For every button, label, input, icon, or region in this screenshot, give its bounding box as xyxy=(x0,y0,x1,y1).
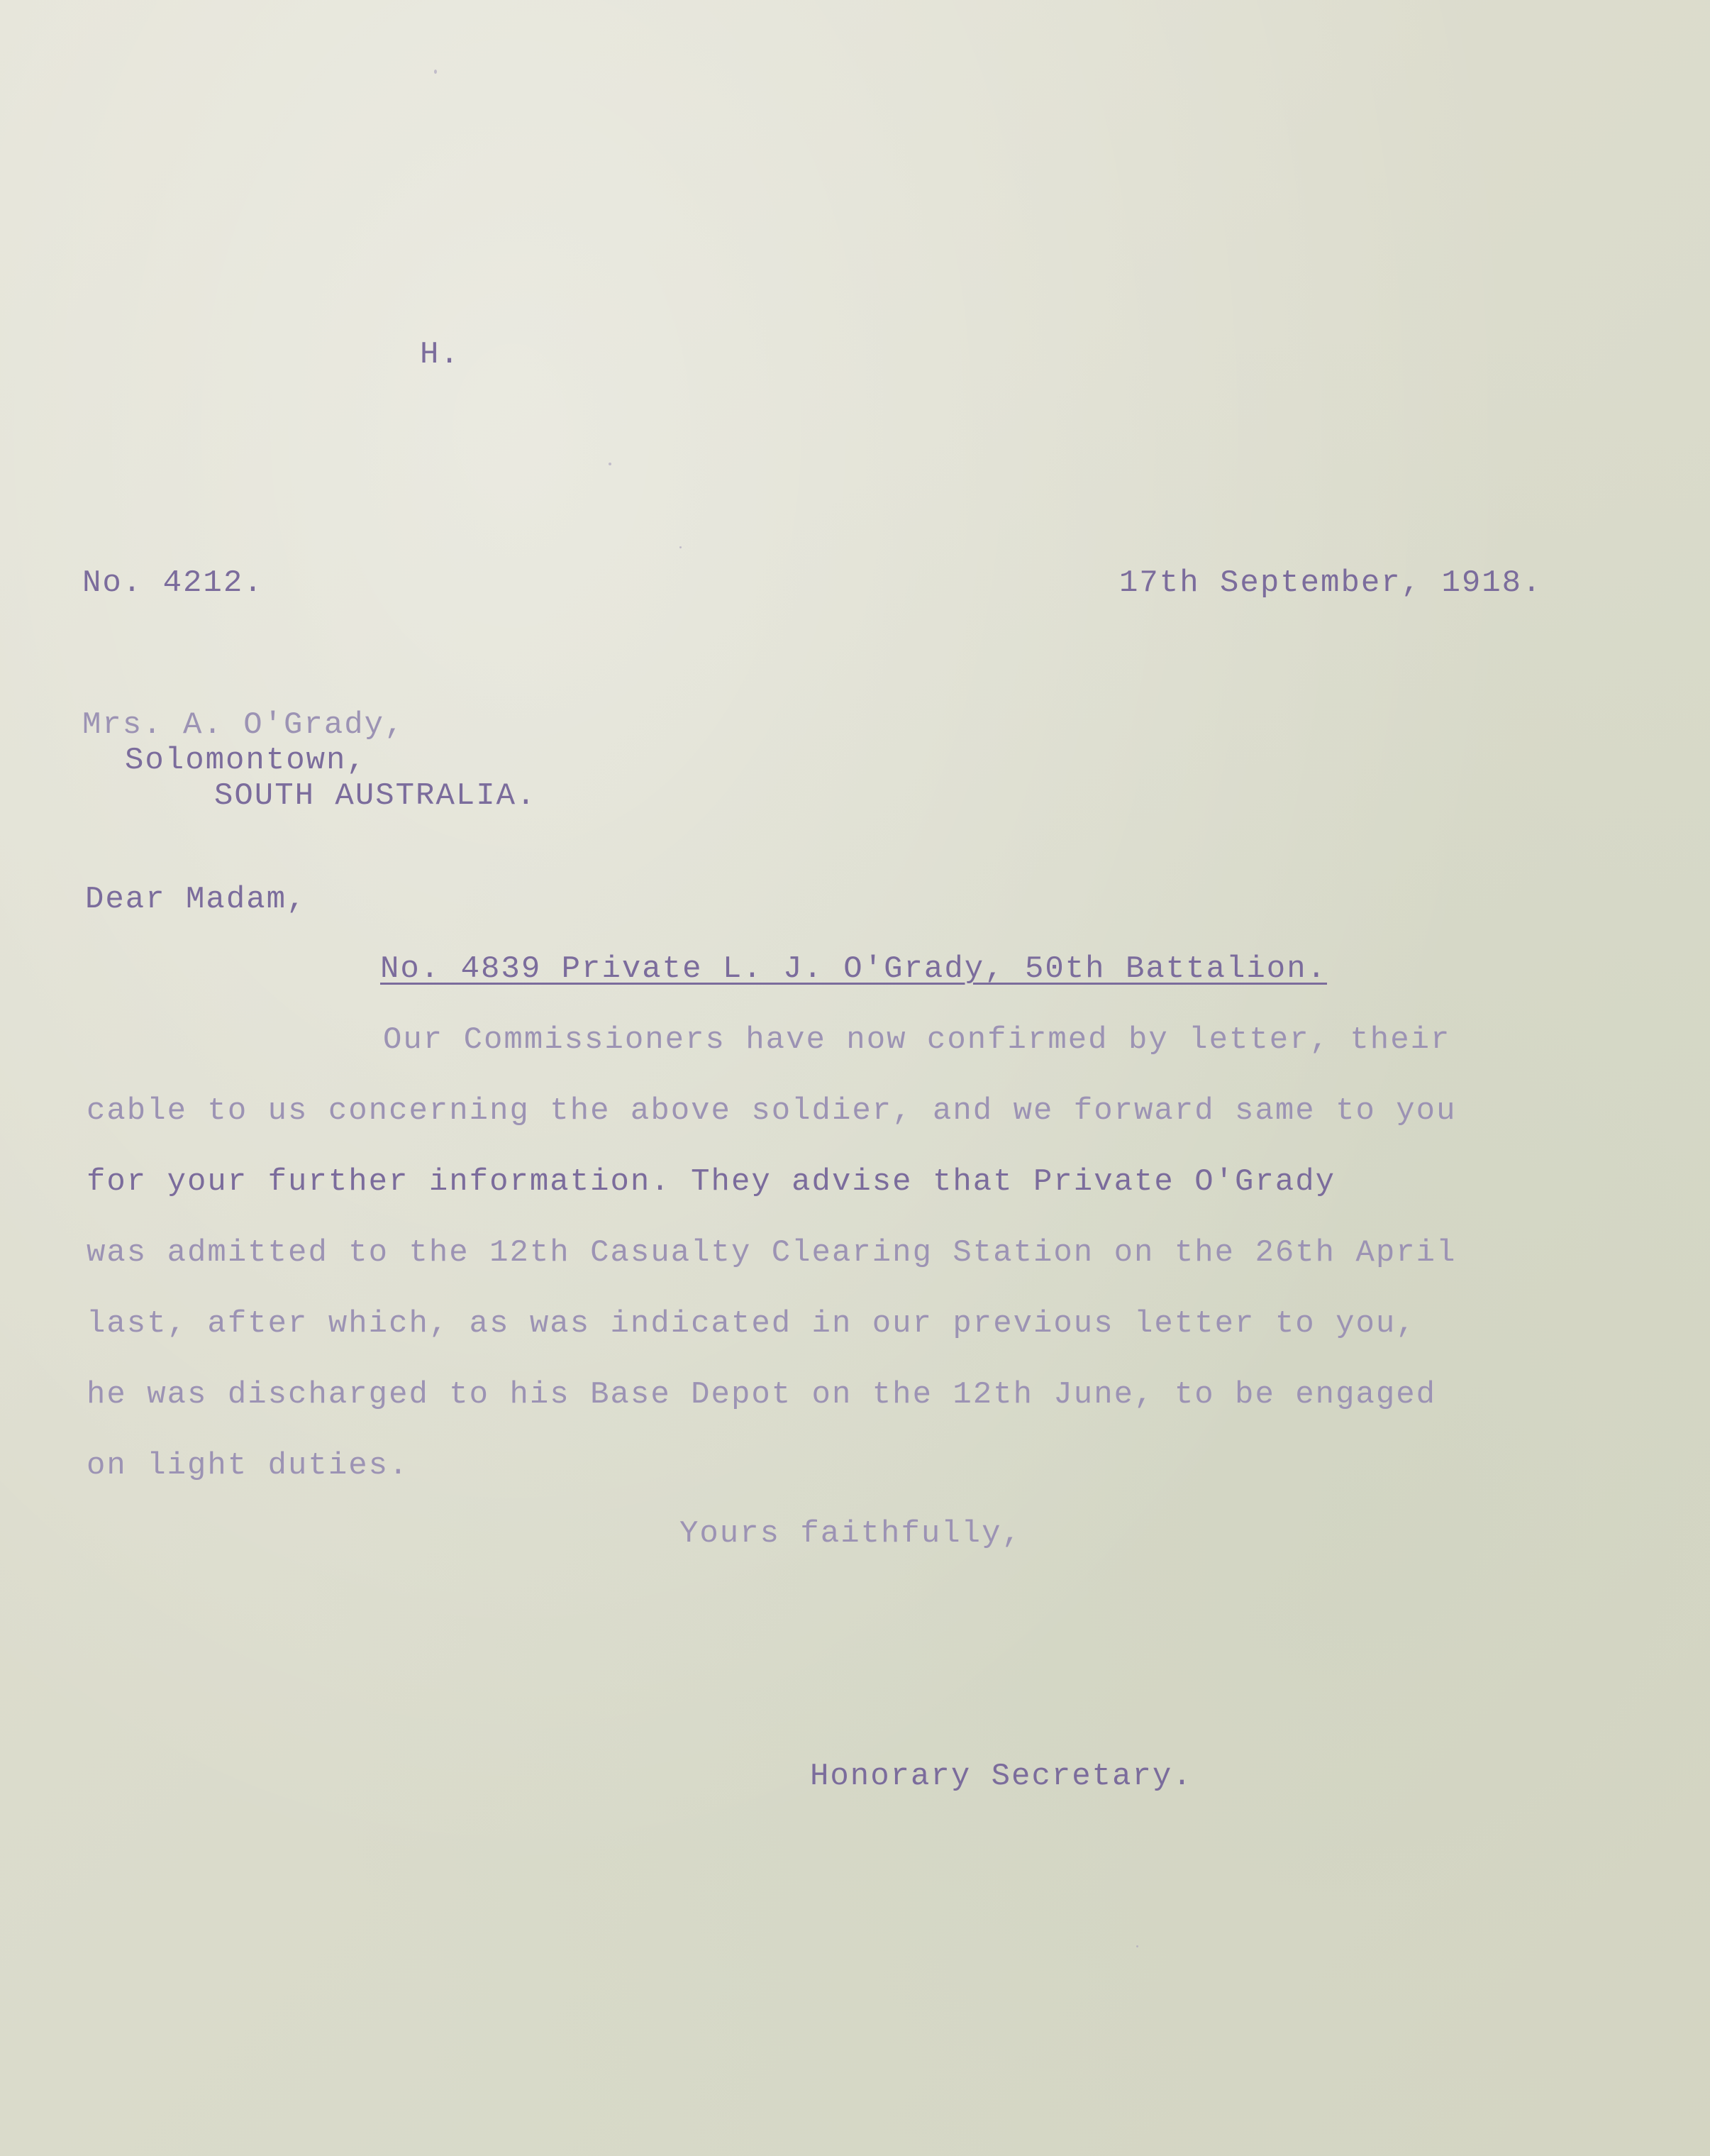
file-mark: H. xyxy=(420,337,460,372)
paper-speck xyxy=(679,546,682,548)
body-line-3: for your further information. They advise that Private O'Grady xyxy=(87,1164,1336,1200)
subject-line: No. 4839 Private L. J. O'Grady, 50th Battalion. xyxy=(380,951,1328,987)
letter-date: 17th September, 1918. xyxy=(1119,565,1543,601)
signatory-title: Honorary Secretary. xyxy=(810,1759,1193,1794)
paper-speck xyxy=(609,463,611,465)
paper-speck xyxy=(1136,1945,1138,1947)
reference-number: No. 4212. xyxy=(82,565,264,601)
recipient-name: Mrs. A. O'Grady, xyxy=(82,707,405,743)
recipient-town: Solomontown, xyxy=(125,743,367,778)
salutation: Dear Madam, xyxy=(85,882,307,917)
closing: Yours faithfully, xyxy=(679,1516,1022,1552)
body-line-6: he was discharged to his Base Depot on the 12th June, to be engaged xyxy=(87,1377,1437,1413)
body-line-4: was admitted to the 12th Casualty Clearing Station on the 26th April xyxy=(87,1235,1457,1271)
paper-speck xyxy=(434,70,437,74)
recipient-state: SOUTH AUSTRALIA. xyxy=(214,778,537,814)
body-line-2: cable to us concerning the above soldier, and we forward same to you xyxy=(87,1093,1457,1129)
body-line-7: on light duties. xyxy=(87,1448,409,1483)
body-line-1: Our Commissioners have now confirmed by letter, their xyxy=(383,1022,1451,1058)
body-line-5: last, after which, as was indicated in our previous letter to you, xyxy=(87,1306,1416,1342)
